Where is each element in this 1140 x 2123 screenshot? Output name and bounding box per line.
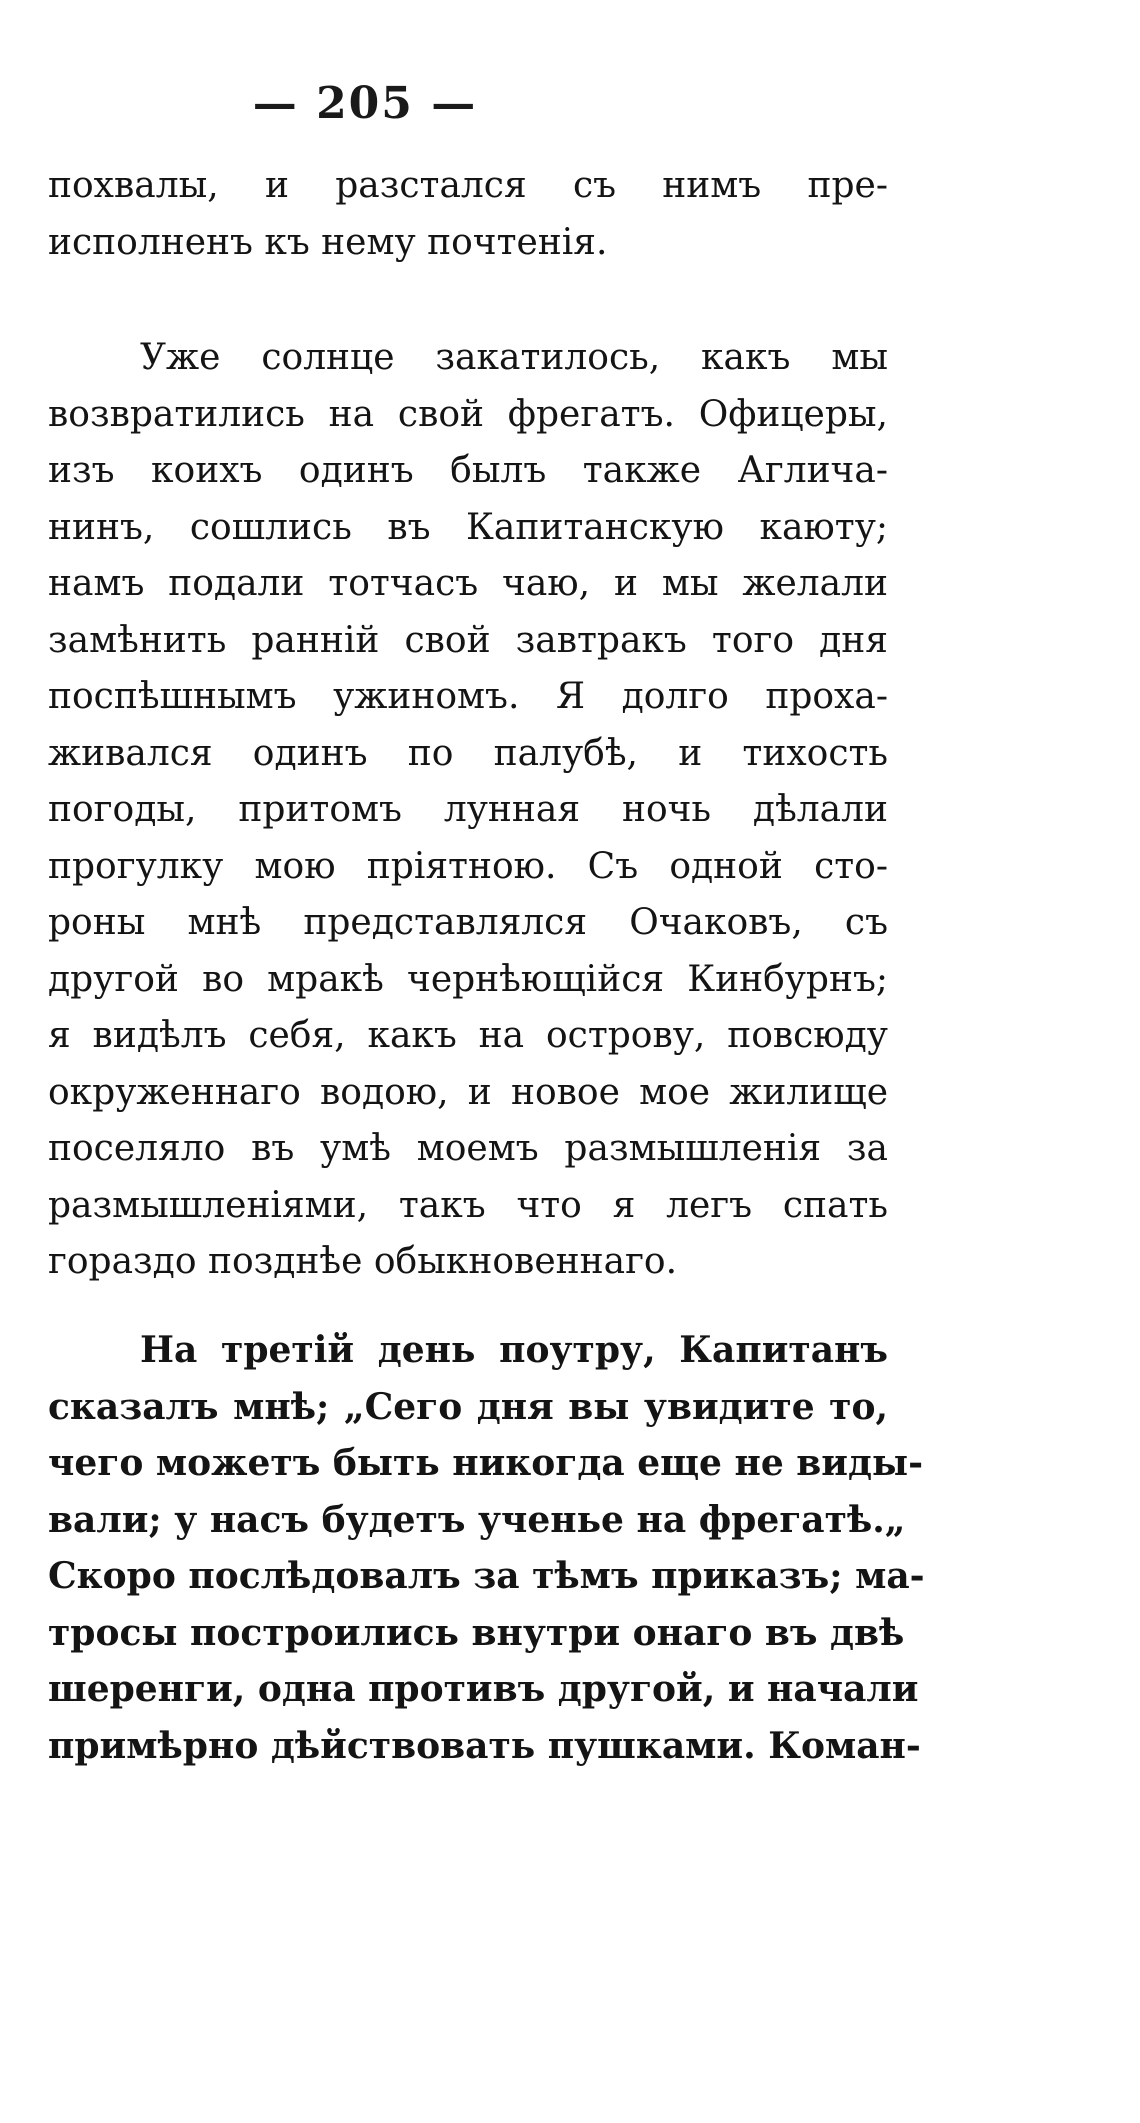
text-line: поспѣшнымъ ужиномъ. Я долго проха- [48, 676, 888, 717]
text-line: возвратились на свой фрегатъ. Офицеры, [48, 393, 888, 435]
text-line: роны мнѣ представлялся Очаковъ, съ [48, 902, 888, 943]
text-line: другой во мракѣ чернѣющійся Кинбурнъ; [48, 958, 888, 1000]
text-line: гораздо позднѣе обыкновеннаго. [48, 1241, 678, 1282]
text-line: изъ коихъ одинъ былъ также Аглича- [48, 450, 888, 491]
paragraph-1 [48, 158, 888, 271]
text-line: Скоро послѣдовалъ за тѣмъ приказъ; ма- [48, 1555, 925, 1597]
text-line: вали; у насъ будетъ ученье на фрегатѣ.„ [48, 1498, 906, 1541]
text-line: размышленіями, такъ что я легъ спать [48, 1184, 888, 1226]
text-line: живался одинъ по палубѣ, и тихость [48, 732, 888, 774]
text-line: сказалъ мнѣ; „Сего дня вы увидите то, [48, 1385, 888, 1428]
text-line: Уже солнце закатилось, какъ мы [140, 337, 888, 378]
text-line: окруженнаго водою, и новое мое жилище [48, 1071, 888, 1113]
text-line: чего можетъ быть никогда еще не виды- [48, 1442, 924, 1484]
text-line: примѣрно дѣйствовать пушками. Коман- [48, 1724, 921, 1767]
paragraph-3 [48, 1322, 925, 1774]
text-line: прогулку мою пріятною. Съ одной сто- [48, 845, 888, 887]
text-line: похвалы, и разстался съ нимъ пре- [48, 165, 888, 206]
page-number: — 205 — [252, 78, 478, 129]
text-line: намъ подали тотчасъ чаю, и мы желали [48, 563, 888, 604]
text-line: замѣнить ранній свой завтракъ того дня [48, 619, 888, 661]
text-line: тросы построились внутри онаго въ двѣ [48, 1611, 905, 1654]
text-line: я видѣлъ себя, какъ на острову, повсюду [48, 1015, 888, 1056]
text-line: исполненъ къ нему почтенія. [48, 221, 608, 263]
text-line: погоды, притомъ лунная ночь дѣлали [48, 789, 888, 830]
text-line: На третій день поутру, Капитанъ [140, 1329, 888, 1371]
text-line: шеренги, одна противъ другой, и начали [48, 1668, 919, 1710]
paragraph-2 [48, 330, 888, 1291]
text-line: поселяло въ умѣ моемъ размышленія за [48, 1128, 888, 1169]
text-line: нинъ, сошлись въ Капитанскую каюту; [48, 506, 888, 548]
